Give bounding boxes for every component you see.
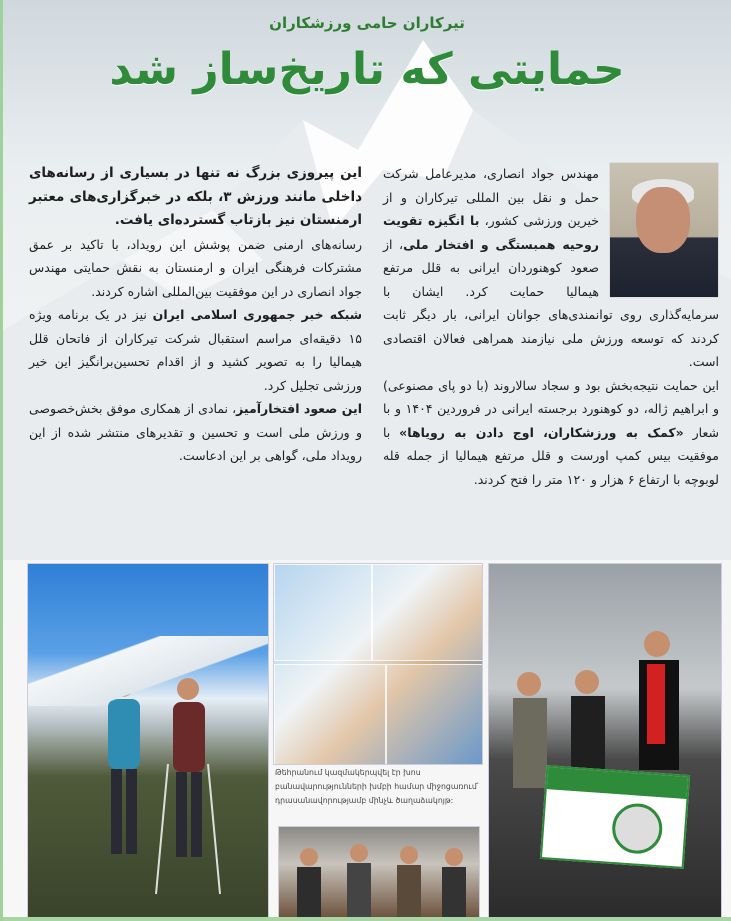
left-paragraph-3: این صعود افتخارآمیز، نمادی از همکاری موفق بخش‌خصوصی و ورزش ملی است و تحسین و تقدیرهای منتشر شده از این رویداد ملی، گواهی بر این ادعاست. xyxy=(29,401,362,463)
bottom-border xyxy=(3,917,731,921)
lead-paragraph: این پیروزی بزرگ نه تنها در بسیاری از رسانه‌های داخلی مانند ورزش ۳، بلکه در خبرگزاری‌های معتبر ارمنستان نیز بازتاب گسترده‌ای یافت. xyxy=(29,165,362,228)
team-with-flag-photo-icon xyxy=(488,563,722,920)
ceremony-photo-icon xyxy=(278,826,480,920)
article-title: حمایتی که تاریخ‌ساز شد xyxy=(109,44,625,95)
article-kicker: تیرکاران حامی ورزشکاران xyxy=(269,14,465,32)
right-column xyxy=(383,162,719,491)
photo-caption: Թեհրանում կազմակերպվել էր խոս բանավարությունների խմբի համար միջոցառում՝ դրասանավորությամբ մինչև ծաղաձակոյթ: xyxy=(275,768,479,805)
collage-photo-icon xyxy=(273,563,483,765)
left-column xyxy=(29,162,362,468)
left-paragraph-1: رسانه‌های ارمنی ضمن پوشش این رویداد، با تاکید بر عمق مشترکات فرهنگی ایران و ارمنستان به نقش حمایتی مهندس جواد انصاری در این موفقیت بین‌المللی اشاره کردند. xyxy=(29,236,362,299)
right-paragraph-1: مهندس جواد انصاری، مدیرعامل شرکت حمل و نقل بین المللی تیرکاران و از خیرین ورزشی کشور، با انگیزه تقویت روحیه همبستگی و افتخار ملی، از صعود کوهنوردان ایرانی به قلل مرتفع هیمالیا حمایت کرد. ایشان با سرمایه‌گذاری روی توانمندی‌های جوانان ایرانی، بار دیگر ثابت کردند که توسعه ورزش ملی نیازمند همراهی فعالان اقتصادی است. xyxy=(383,166,719,369)
left-paragraph-2: شبکه خبر جمهوری اسلامی ایران نیز در یک برنامه ویژه ۱۵ دقیقه‌ای مراسم استقبال شرکت تیرکاران از فاتحان قلل هیمالیا را به تصویر کشید و از اقدام تحسین‌برانگیز این خیر ورزشی تجلیل کرد. xyxy=(29,307,362,393)
flag-photo-icon xyxy=(540,765,690,869)
right-paragraph-2: این حمایت نتیجه‌بخش بود و سجاد سالاروند (با دو پای مصنوعی) و ابراهیم ژاله، دو کوهنورد برجسته ایرانی در فروردین ۱۴۰۴ و با شعار «کمک به ورزشکاران، اوج دادن به رویاها» با موفقیت بیس کمپ اورست و قلل مرتفع هیمالیا از جمله قله لوبوچه با ارتفاع ۶ هزار و ۱۲۰ متر را فتح کردند. xyxy=(383,377,719,487)
portrait-photo-icon xyxy=(609,162,719,298)
mountaineers-photo-icon xyxy=(27,563,269,920)
